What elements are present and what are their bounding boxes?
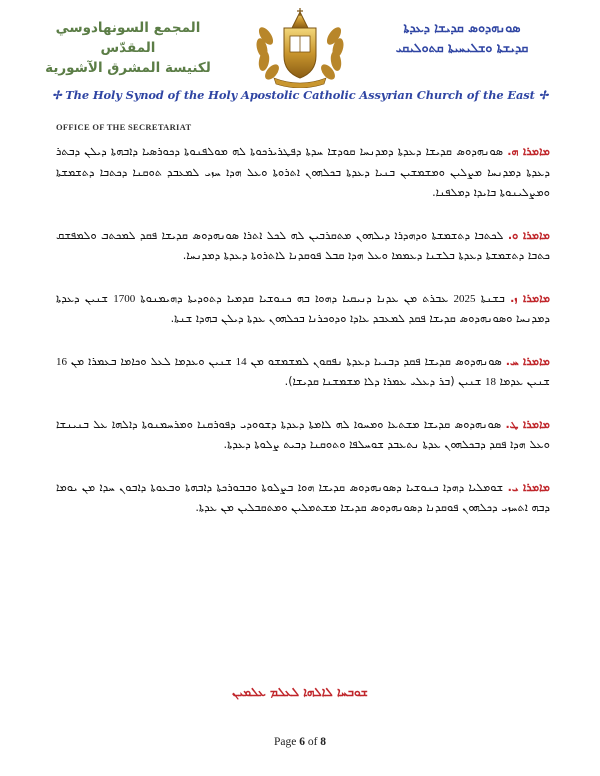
arabic-line-1: المجمع السونهادوسي المقدّس bbox=[55, 20, 201, 56]
paragraph-text: ܒܫܢܬܐ bbox=[480, 291, 505, 305]
page-number bbox=[0, 736, 600, 748]
paragraph-label: ܡܐܡܪܐ ܚ. bbox=[505, 354, 550, 368]
paragraph-text: ܫܘܡܠܝܐ ܕܗܕܐ ܟܢܘܫܝܐ ܕܣܘܢܗܕܘܣ ܩܕܝܫܐ ܗܘܐ ܒܨܠܘܬܐ ܘܒܒܘܪܟܬܐ ܕܐܒܗܬܐ ܘܒܥܘܬܐ ܕܐܒܘܢ ܚܕܐ ܡܢ ܝܘܡܐ ܕܒܗ ܐܬܚܙܝ ܕܟܠܗܘܢ ܦܘܩܕܢܐ ܕܣܘܢܗܕܘܣ ܩܕܝܫܐ ܡܫܬܡܠܝܢ ܘܡܬܩܒܠܝܢ ܡܢ ܥܕܬܐ. bbox=[56, 480, 550, 514]
syriac-heading bbox=[352, 18, 572, 58]
page-current: 6 bbox=[299, 736, 305, 748]
paragraph-9 bbox=[56, 415, 550, 456]
page-total: 8 bbox=[320, 736, 327, 748]
paragraph-text: ܫܢܝܢ ܥܕܡܐ bbox=[499, 375, 550, 388]
years-count: 1700 bbox=[113, 292, 136, 305]
age-min: 16 bbox=[56, 355, 67, 368]
paragraph-5 bbox=[56, 142, 550, 204]
paragraph-text: ܫܢܝܢ (ܒܪ ܕܥܠܝ ܥܡܪܐ ܕܠܐ ܡܫܡܫܢܐ ܩܕܝܫܐ). bbox=[284, 375, 482, 388]
church-emblem-icon bbox=[244, 6, 356, 88]
page-prefix: Page bbox=[273, 736, 297, 748]
document-body bbox=[56, 142, 550, 541]
ornament-right-icon: ✢ bbox=[534, 88, 549, 102]
syriac-line-2: ܩܕܝܫܬܐ ܘܫܠܝܚܝܬܐ ܩܬܘܠܝܩܝ bbox=[395, 40, 529, 55]
paragraph-label: ܡܐܡܪܐ ܙ. bbox=[510, 291, 551, 305]
synod-title-text: The Holy Synod of the Holy Apostolic Catholic Assyrian Church of the East bbox=[65, 88, 535, 102]
paragraph-8 bbox=[56, 352, 550, 393]
synod-title bbox=[0, 88, 600, 102]
paragraph-text: ܣܘܢܗܕܘܣ ܩܕܝܫܐ ܦܩܕ ܕܒܢܝܐ ܕܥܕܬܐ ܢܦܩܘܢ ܠܡܫܡܫܘ ܡܢ bbox=[250, 354, 502, 368]
paragraph-6 bbox=[56, 226, 550, 267]
closing-doxology: ܫܘܒܚܐ ܠܐܠܗܐ ܠܥܠܡ ܥܠܡܝܢ bbox=[232, 685, 368, 699]
age-max: 18 bbox=[485, 376, 497, 388]
paragraph-text: ܠܟܬܒܐ ܕܬܫܡܫܬܐ ܘܕܗܕܪܐ ܕܝܠܗܘܢ ܡܬܩܪܒܝܢ ܠܗ ܠܟܠ ܐܬܪܐ ܣܘܢܗܕܘܣ ܩܕܝܫܐ ܦܩܕ ܠܡܟܬܒ ܘܠܡܦܫܩ ܟܬܒܐ ܕܬܫܡܫܬܐ ܕܥܕܬܐ ܒܠܫܢܐ ܕܥܡܡܐ ܘܥܠ ܗܕܐ ܩܒܠ ܦܘܩܕܢܐ ܠܐܬܪܘܬܐ ܕܥܕܬܐ ܕܡܕܢܚܐ. bbox=[56, 228, 550, 262]
year-value: 2025 bbox=[453, 292, 476, 305]
paragraph-text: ܥܒܪܬ ܡܢ ܥܕܢܐ ܕܢܝܩܝܐ ܕܗܘܐ ܒܗ ܟܢܘܫܝܐ ܩܕܡܝܐ ܕܬܘܕܝܬܐ ܕܗܝܡܢܘܬܐ bbox=[140, 291, 449, 305]
age-from: 14 bbox=[235, 355, 247, 368]
paragraph-text: ܫܢܝܢ ܘܥܕܡܐ ܠܥܠ ܘܟܐܡܐ ܒܥܡܪܐ ܡܢ bbox=[70, 354, 232, 368]
arabic-heading bbox=[28, 18, 228, 78]
paragraph-label: ܡܐܡܪܐ ܘ. bbox=[507, 228, 550, 242]
letterhead bbox=[0, 0, 600, 120]
paragraph-10 bbox=[56, 478, 550, 519]
ornament-left-icon: ✢ bbox=[51, 88, 66, 102]
paragraph-label: ܡܐܡܪܐ ܗ. bbox=[507, 145, 550, 158]
paragraph-text: ܣܘܢܗܕܘܣ ܩܕܝܫܐ ܕܥܕܬܐ ܕܡܕܢܚܐ ܩܘܕܫܐ ܚܕܬܐ ܕܦܛܪܝܪܟܘܬܐ ܠܗ ܡܘܠܦܢܘܬܐ ܕܟܘܪܣܝܐ ܕܐܒܗܬܐ ܕܝܠܢ ܕܒܬܪ ܕܥܕܬܐ ܕܡܕܢܚܐ ܡܨܠܝܢ ܘܡܫܡܫܝܢ ܒܢܝܐ ܕܥܕܬܐ ܒܟܠܗܘܢ ܐܬܪܘܬܐ ܘܥܠ ܗܕܐ ܚܙܝ ܠܡܥܒܕ ܬܘܩܢܐ ܕܟܬܒܐ ܕܬܫܡܫܬܐ ܘܡܨܠܝܢܘܬܐ ܒܐܝܕܐ ܕܡܠܦܢܐ. bbox=[56, 145, 550, 199]
paragraph-text: ܣܘܢܗܕܘܣ ܩܕܝܫܐ ܡܫܬܥܐ ܘܡܚܘܐ ܠܗ ܠܐܡܬܐ ܕܥܕܬܐ ܕܫܘܘܕܝ ܕܦܘܪܩܢܐ ܘܡܪܚܡܢܘܬܐ ܕܐܠܗܐ ܥܠ ܒܢܝܢܫܐ ܘܥܠ ܗܕܐ ܦܩܕ ܕܒܟܠܗܘܢ ܥܕܬܐ ܢܬܥܒܕ ܫܘܚܠܦܐ ܘܬܘܩܢܐ ܕܒܝܬ ܨܠܘܬܐ ܕܥܕܬܐ. bbox=[56, 417, 550, 451]
paragraph-7 bbox=[56, 289, 550, 330]
syriac-line-1: ܣܘܢܗܕܘܣ ܩܕܝܫܐ ܕܥܕܬܐ bbox=[403, 20, 521, 35]
office-label: OFFICE OF THE SECRETARIAT bbox=[56, 122, 192, 132]
paragraph-label: ܡܐܡܪܐ ܛ. bbox=[505, 417, 550, 431]
paragraph-label: ܡܐܡܪܐ ܝ. bbox=[507, 480, 551, 494]
page-of: of bbox=[307, 736, 318, 748]
arabic-line-2: لكنيسة المشرق الآشورية bbox=[45, 60, 211, 76]
paragraph-text: ܫܢܝܢ ܕܥܕܬܐ ܕܡܕܢܚܐ ܘܣܘܢܗܕܘܣ ܩܕܝܫܐ ܦܩܕ ܠܡܥܒܕ ܥܐܕܐ ܘܕܘܟܪܢܐ ܒܟܠܗܘܢ ܥܕܬܐ ܕܝܠܢ ܒܗܕܐ ܫܢܬܐ. bbox=[56, 291, 550, 325]
